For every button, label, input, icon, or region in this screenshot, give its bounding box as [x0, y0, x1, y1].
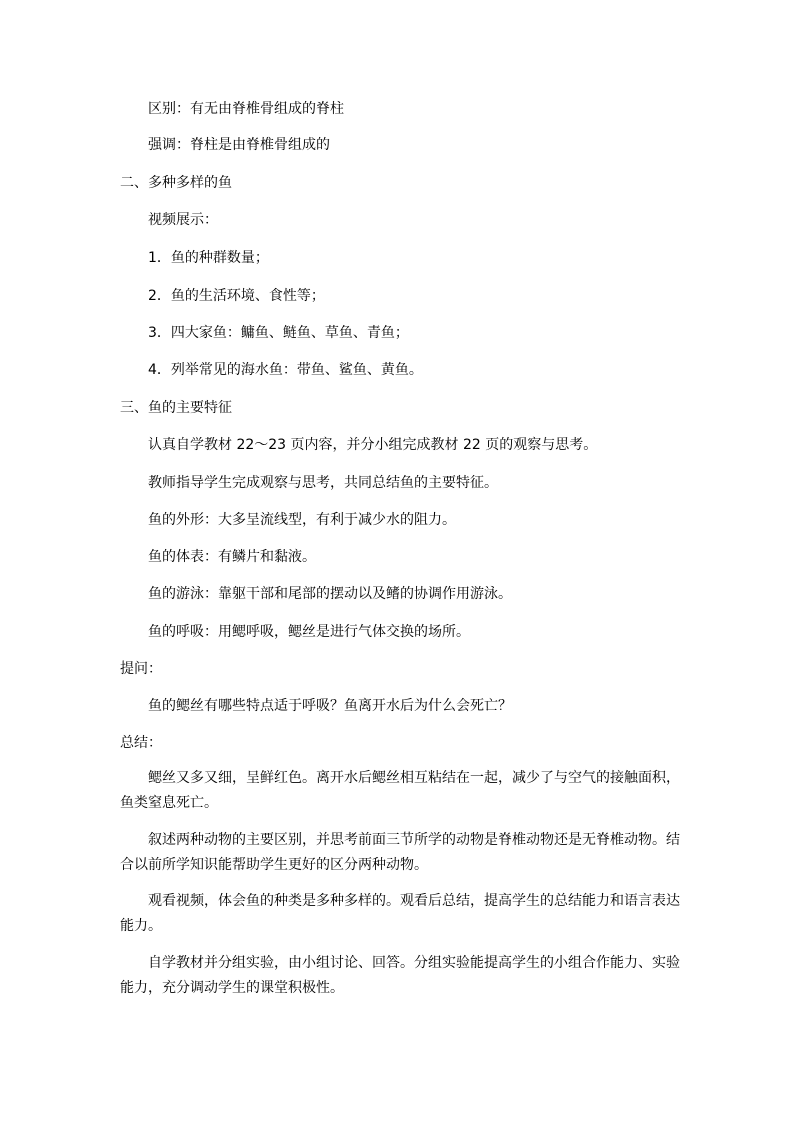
text-line-teacher-guide: 教师指导学生完成观察与思考，共同总结鱼的主要特征。 [148, 475, 498, 491]
text-line-video: 视频展示： [148, 212, 218, 228]
paragraph-summary: 鳃丝又多又细，呈鲜红色。离开水后鳃丝相互粘结在一起，减少了与空气的接触面积，鱼类窒息死亡。 [120, 770, 680, 811]
list-item-2: 2．鱼的生活环境、食性等； [148, 288, 325, 304]
paragraph-design-3: 自学教材并分组实验，由小组讨论、回答。分组实验能提高学生的小组合作能力、实验能力，充分调动学生的课堂积极性。 [120, 955, 680, 996]
list-item-1: 1．鱼的种群数量； [148, 250, 269, 266]
text-line-body-surface: 鱼的体表：有鳞片和黏液。 [148, 549, 316, 565]
list-item-3: 3．四大家鱼：鳙鱼、鲢鱼、草鱼、青鱼； [148, 325, 409, 341]
paragraph-design-1: 叙述两种动物的主要区别，并思考前面三节所学的动物是脊椎动物还是无脊椎动物。结合以前所学知识能帮助学生更好的区分两种动物。 [120, 832, 680, 873]
text-line-breathing: 鱼的呼吸：用鳃呼吸，鳃丝是进行气体交换的场所。 [148, 624, 470, 640]
text-line-emphasis: 强调：脊柱是由脊椎骨组成的 [148, 137, 330, 153]
paragraph-design-2: 观看视频，体会鱼的种类是多种多样的。观看后总结，提高学生的总结能力和语言表达能力。 [120, 893, 680, 934]
section-heading-main-features: 三、鱼的主要特征 [120, 400, 232, 416]
section-heading-diverse-fish: 二、多种多样的鱼 [120, 175, 232, 191]
text-line-self-study: 认真自学教材 22～23 页内容，并分小组完成教材 22 页的观察与思考。 [148, 437, 598, 453]
text-line-difference: 区别：有无由脊椎骨组成的脊柱 [148, 101, 344, 117]
text-line-swimming: 鱼的游泳：靠躯干部和尾部的摆动以及鳍的协调作用游泳。 [148, 586, 512, 602]
label-question: 提问： [120, 661, 162, 677]
label-summary: 总结： [120, 735, 162, 751]
list-item-4: 4．列举常见的海水鱼：带鱼、鲨鱼、黄鱼。 [148, 362, 423, 378]
text-line-shape: 鱼的外形：大多呈流线型，有利于减少水的阻力。 [148, 512, 456, 528]
text-line-question: 鱼的鳃丝有哪些特点适于呼吸？鱼离开水后为什么会死亡？ [148, 698, 512, 714]
